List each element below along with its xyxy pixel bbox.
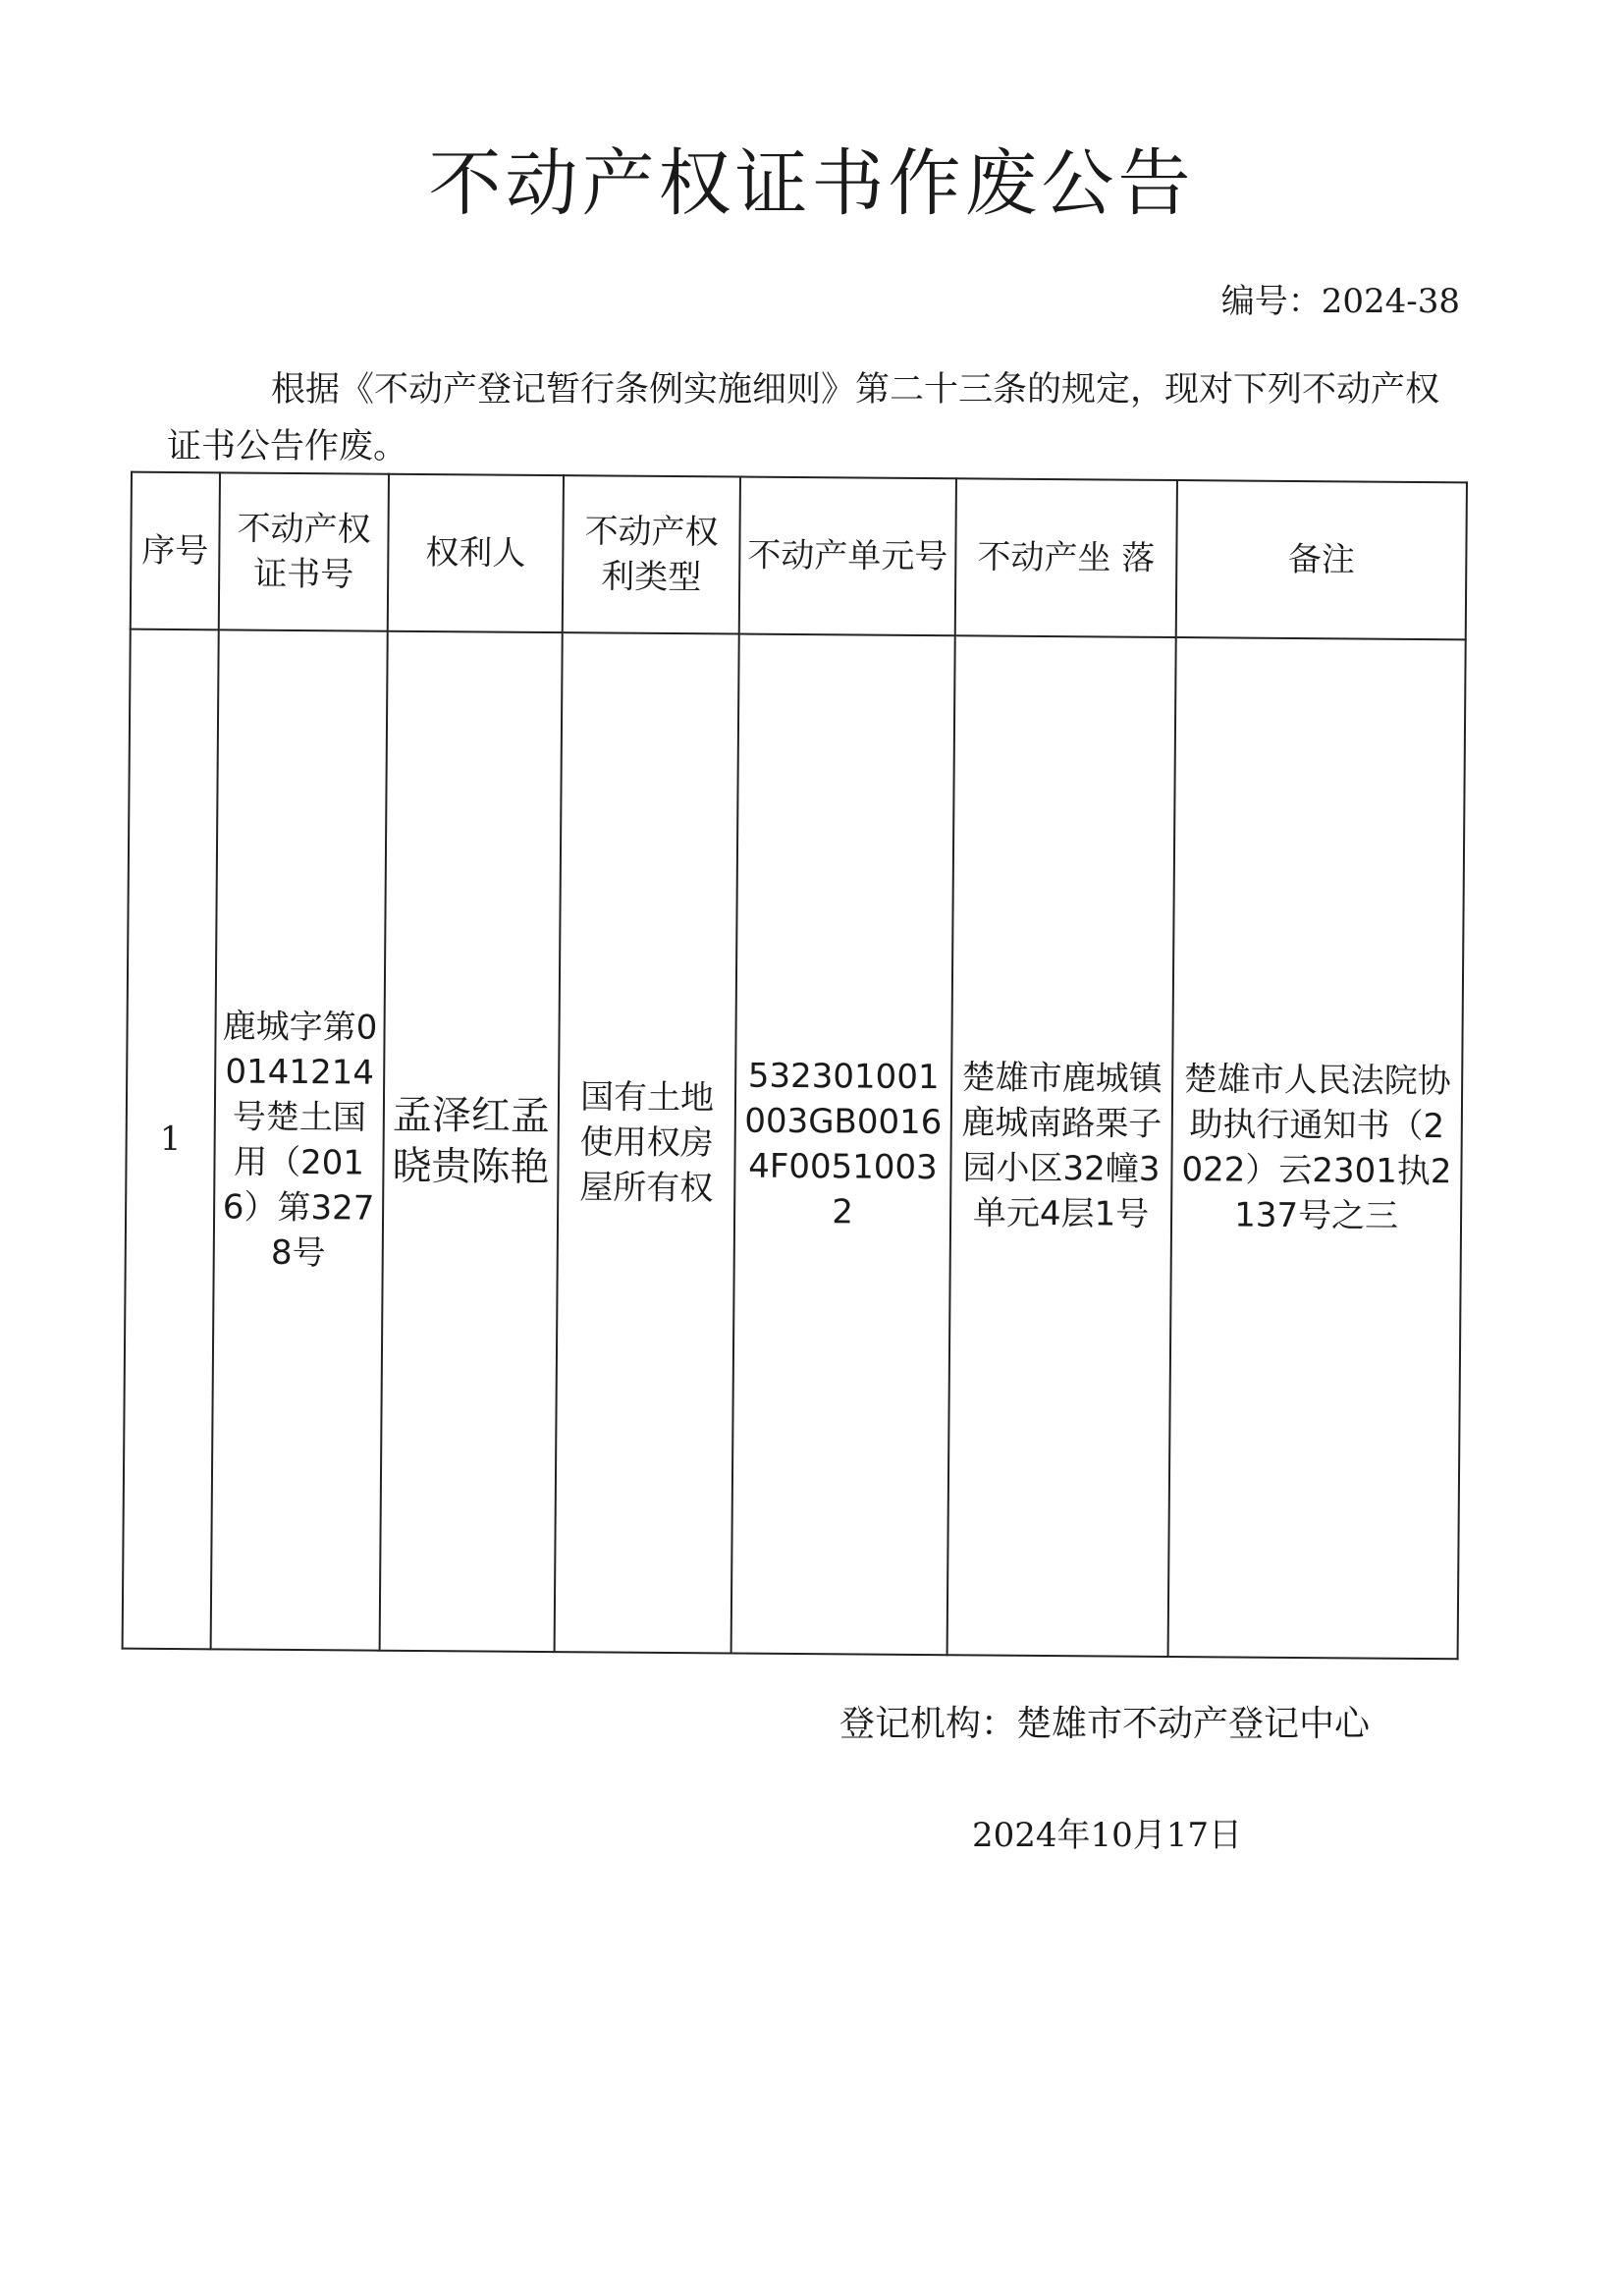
announcement-date: 2024年10月17日 <box>972 1816 1243 1855</box>
header-seq: 序号 <box>131 472 220 630</box>
cell-unit-no: 532301001003GB00164F00510032 <box>731 634 955 1656</box>
certificate-table <box>122 471 1468 1661</box>
document-number: 编号：2024-38 <box>1220 282 1460 321</box>
cell-cert-no: 鹿城字第00141214号楚土国用（2016）第3278号 <box>211 629 388 1650</box>
cell-right-type: 国有土地使用权房屋所有权 <box>555 632 739 1653</box>
page-title: 不动产权证书作废公告 <box>428 141 1195 226</box>
header-location: 不动产坐 落 <box>955 478 1177 637</box>
cell-remark: 楚雄市人民法院协助执行通知书（2022）云2301执2137号之三 <box>1168 637 1466 1659</box>
table-row <box>123 629 1466 1660</box>
registration-organization: 登记机构：楚雄市不动产登记中心 <box>839 1704 1371 1744</box>
cell-holders: 孟泽红孟晓贵陈艳 <box>380 631 563 1652</box>
header-cert-no: 不动产权证书号 <box>219 472 389 630</box>
table-header-row <box>131 472 1467 640</box>
intro-paragraph: 根据《不动产登记暂行条例实施细则》第二十三条的规定，现对下列不动产权证书公告作废。 <box>167 370 1440 466</box>
header-right-type: 不动产权利类型 <box>563 475 740 633</box>
header-unit-no: 不动产单元号 <box>739 477 956 636</box>
cell-location: 楚雄市鹿城镇鹿城南路栗子园小区32幢3单元4层1号 <box>947 635 1176 1657</box>
header-holder: 权利人 <box>388 474 564 632</box>
cell-seq: 1 <box>123 629 219 1650</box>
header-remark: 备注 <box>1176 480 1467 639</box>
